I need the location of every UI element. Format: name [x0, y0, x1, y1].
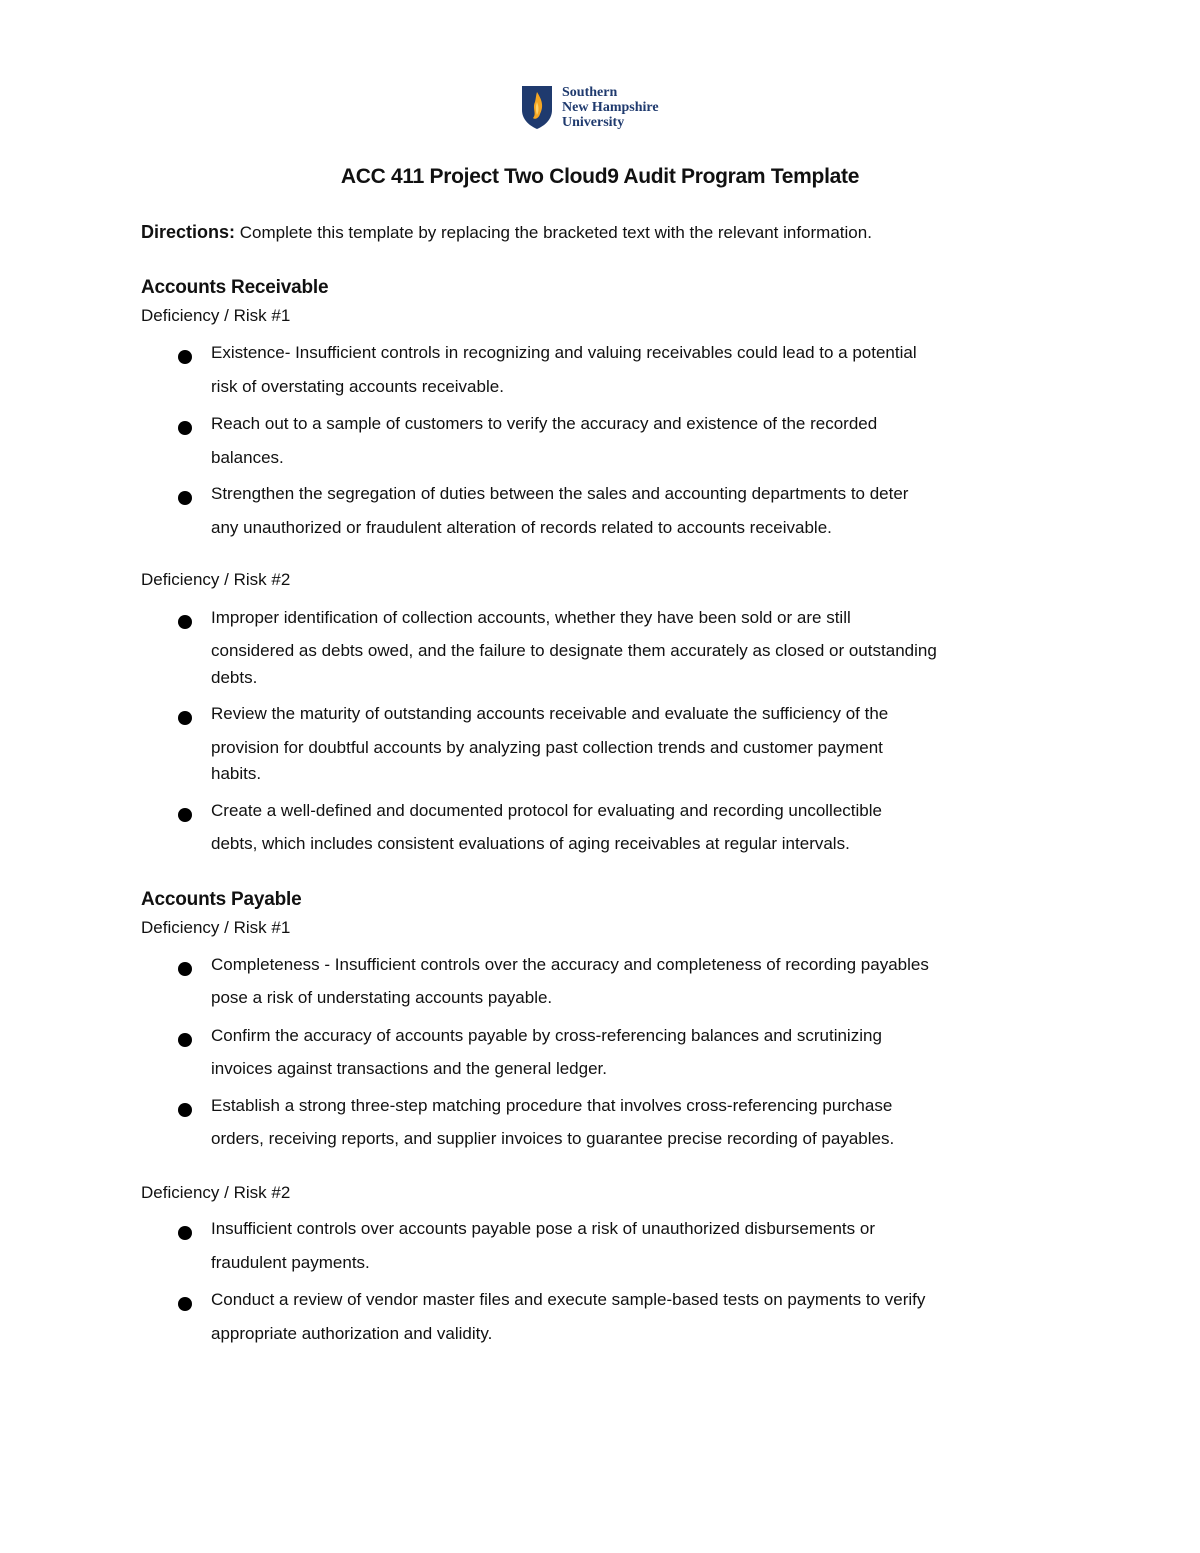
risk-label-ar-2: Deficiency / Risk #2	[141, 570, 291, 589]
bullet-icon	[178, 1226, 192, 1240]
list-item-line: Create a well-defined and documented protocol for evaluating and recording uncollectible	[211, 801, 882, 820]
page-title: ACC 411 Project Two Cloud9 Audit Program Template	[340, 165, 860, 188]
list-item-line: Review the maturity of outstanding accounts receivable and evaluate the sufficiency of the	[211, 704, 889, 723]
bullet-icon	[178, 1103, 192, 1117]
list-item-line: habits.	[211, 764, 262, 783]
bullet-icon	[178, 615, 192, 629]
list-item-line: debts.	[211, 668, 258, 687]
list-item-line: appropriate authorization and validity.	[211, 1324, 493, 1343]
bullet-icon	[178, 711, 192, 725]
section-heading-receivable: Accounts Receivable	[141, 277, 329, 298]
list-item-line: Existence- Insufficient controls in recognizing and valuing receivables could lead to a potential	[211, 343, 917, 362]
logo-wordmark	[562, 85, 659, 130]
university-logo	[520, 84, 659, 130]
list-item-line: Strengthen the segregation of duties between the sales and accounting departments to deter	[211, 484, 909, 503]
list-item-line: Establish a strong three-step matching procedure that involves cross-referencing purchase	[211, 1096, 893, 1115]
risk-label-ar-1: Deficiency / Risk #1	[141, 306, 291, 325]
bullet-icon	[178, 491, 192, 505]
list-item-line: balances.	[211, 448, 284, 467]
bullet-icon	[178, 1033, 192, 1047]
list-item-line: invoices against transactions and the general ledger.	[211, 1059, 607, 1078]
risk-label-ap-1: Deficiency / Risk #1	[141, 918, 291, 937]
risk-label-ap-2: Deficiency / Risk #2	[141, 1183, 291, 1202]
bullet-icon	[178, 962, 192, 976]
bullet-icon	[178, 421, 192, 435]
logo-line-1: Southern	[562, 84, 618, 100]
logo-line-2: New Hampshire	[562, 99, 659, 115]
list-item-line: fraudulent payments.	[211, 1253, 370, 1272]
list-item-line: any unauthorized or fraudulent alteration of records related to accounts receivable.	[211, 518, 832, 537]
list-item-line: risk of overstating accounts receivable.	[211, 377, 504, 396]
list-item-line: Improper identification of collection accounts, whether they have been sold or are still	[211, 608, 851, 627]
directions-label: Directions:	[141, 222, 236, 242]
list-item-line: considered as debts owed, and the failure to designate them accurately as closed or outstanding	[211, 641, 937, 660]
list-item-line: Confirm the accuracy of accounts payable by cross-referencing balances and scrutinizing	[211, 1026, 882, 1045]
bullet-icon	[178, 808, 192, 822]
shield-flame-icon	[520, 84, 554, 130]
list-item-line: orders, receiving reports, and supplier invoices to guarantee precise recording of payables.	[211, 1129, 895, 1148]
directions-text: Complete this template by replacing the bracketed text with the relevant information.	[235, 223, 872, 242]
bullet-icon	[178, 350, 192, 364]
list-item-line: debts, which includes consistent evaluations of aging receivables at regular intervals.	[211, 834, 850, 853]
list-item-line: Conduct a review of vendor master files and execute sample-based tests on payments to verify	[211, 1290, 926, 1309]
directions	[141, 222, 872, 243]
list-item-line: provision for doubtful accounts by analyzing past collection trends and customer payment	[211, 738, 883, 757]
section-heading-payable: Accounts Payable	[141, 889, 302, 910]
list-item-line: Reach out to a sample of customers to verify the accuracy and existence of the recorded	[211, 414, 878, 433]
list-item-line: Insufficient controls over accounts payable pose a risk of unauthorized disbursements or	[211, 1219, 875, 1238]
logo-line-3: University	[562, 114, 625, 130]
bullet-icon	[178, 1297, 192, 1311]
list-item-line: Completeness - Insufficient controls over the accuracy and completeness of recording payables	[211, 955, 929, 974]
list-item-line: pose a risk of understating accounts payable.	[211, 988, 553, 1007]
